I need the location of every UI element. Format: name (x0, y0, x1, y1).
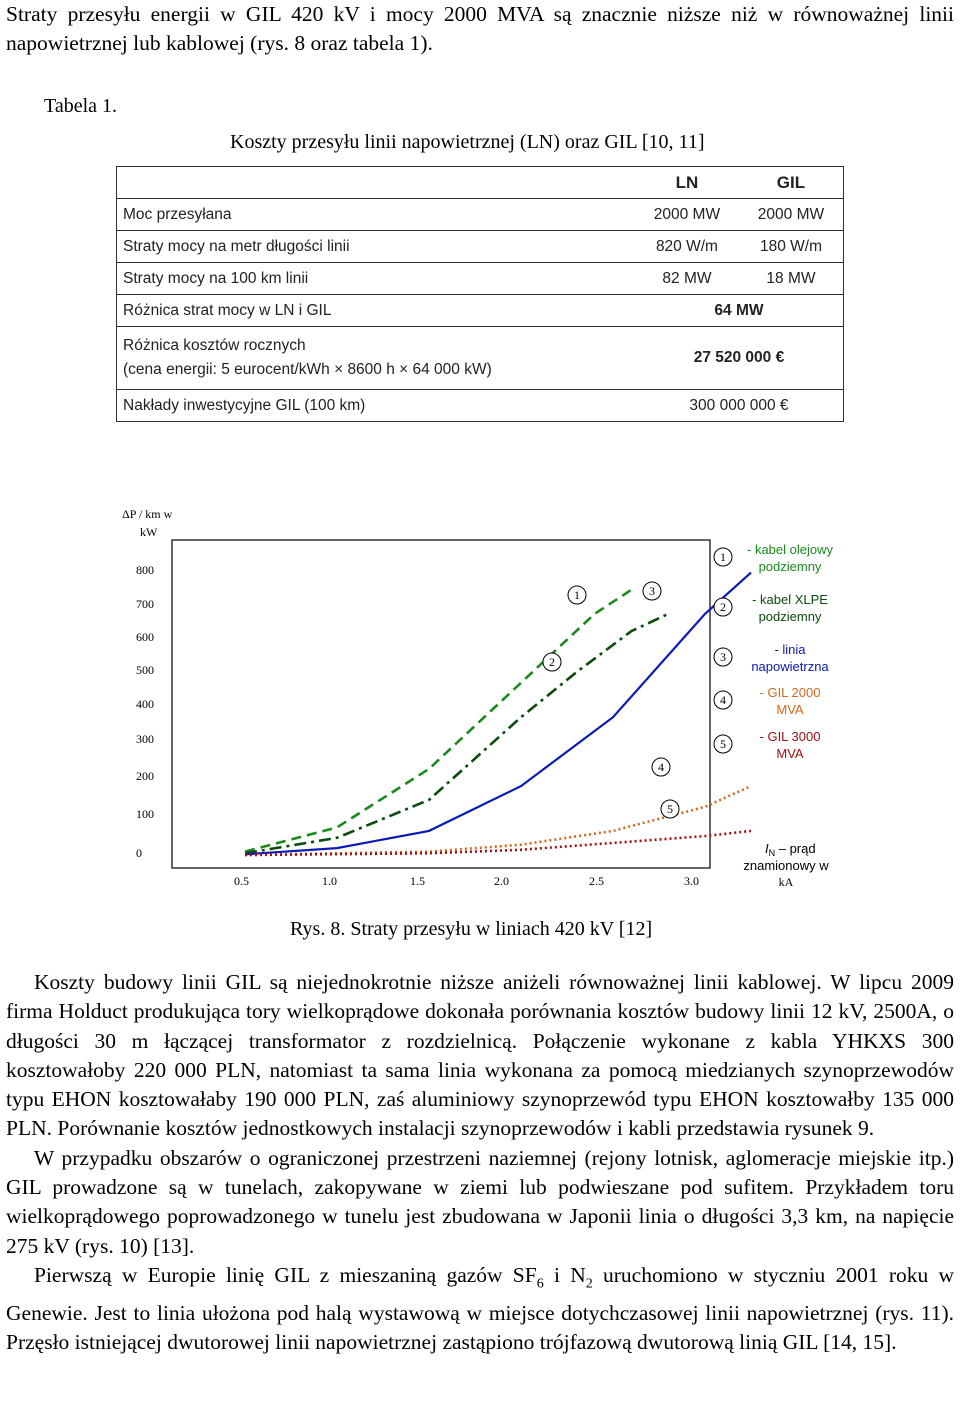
table-row (117, 327, 844, 390)
curve-marker-label-2: 2 (549, 655, 555, 669)
y-tick-label: 300 (136, 732, 154, 746)
cost-value: 27 520 000 € (635, 327, 844, 390)
row-gil: 2000 MW (739, 199, 844, 231)
diff-label: Różnica strat mocy w LN i GIL (117, 295, 635, 327)
table-header-gil: GIL (739, 167, 844, 199)
row-gil: 180 W/m (739, 231, 844, 263)
intro-text: Straty przesyłu energii w GIL 420 kV i mocy 2000 MVA są znacznie niższe niż w równoważnej linii napowietrznej lub kablowej (rys. 8 oraz tabela 1). (6, 2, 954, 56)
legend-label-5-line1: - GIL 3000 (759, 729, 821, 744)
p3-sub-2: 2 (585, 1276, 593, 1292)
table-header-row (117, 167, 844, 199)
x-tick-label: 3.0 (684, 874, 699, 888)
legend-marker-label-2: 2 (720, 600, 726, 614)
legend-label-2-line2: podziemny (758, 609, 822, 624)
y-tick-label: 400 (136, 697, 154, 711)
x-tick-label: 1.5 (410, 874, 425, 888)
x-tick-label: 2.0 (494, 874, 509, 888)
x-tick-label: 1.0 (322, 874, 337, 888)
table-row (117, 199, 844, 231)
body-paragraph-2: W przypadku obszarów o ograniczonej przestrzeni naziemnej (rejony lotnisk, aglomeracje miejskie itp.) GIL prowadzone są w tunelach, zakopywane w ziemi lub podwieszane pod sufitem. Przykładem toru wielkoprądowego poprowadzonego w tunelu jest zbudowana w Japonii linia o długości 3,3 km, na napięcie 275 kV (rys. 10) [13]. (6, 1145, 954, 1258)
p3-sub-6: 6 (536, 1276, 544, 1292)
y-tick-label: 0 (136, 846, 142, 860)
loss-chart-svg (100, 500, 860, 910)
x-axis-label-line2: znamionowy w (743, 858, 829, 873)
body-text (6, 968, 954, 1357)
row-ln: 82 MW (635, 263, 739, 295)
row-label: Straty mocy na 100 km linii (117, 263, 635, 295)
table-header-empty (117, 167, 635, 199)
loss-chart (100, 500, 860, 910)
legend-label-4-line2: MVA (776, 702, 804, 717)
y-axis-label-line1: ΔP / km w (122, 507, 173, 521)
cost-label (117, 327, 635, 390)
table-header-ln: LN (635, 167, 739, 199)
table-row (117, 390, 844, 422)
cost-label-line1: Różnica kosztów rocznych (123, 337, 306, 354)
x-tick-label: 2.5 (589, 874, 604, 888)
table-row (117, 263, 844, 295)
p3-part-c: uruchomiono w styczniu 2001 roku w Genewie. Jest to linia ułożona pod halą wystawową w miejsce dotychczasowej linii napowietrznej (rys. 11). Przęsło istniejącej dwutorowej linii napowietrznej zastąpiono trójfazową dwutorową linią GIL [14, 15]. (6, 1262, 955, 1354)
figure-caption: Rys. 8. Straty przesyłu w liniach 420 kV [12] (290, 918, 653, 940)
invest-value: 300 000 000 € (635, 390, 844, 422)
legend-marker-label-1: 1 (720, 550, 726, 564)
table-row (117, 295, 844, 327)
legend-label-4-line1: - GIL 2000 (759, 685, 821, 700)
row-ln: 820 W/m (635, 231, 739, 263)
p3-part-b: i N (543, 1262, 586, 1287)
p3-part-a: Pierwszą w Europie linię GIL z mieszaniną gazów SF (34, 1262, 537, 1287)
y-tick-label: 800 (136, 563, 154, 577)
curve-marker-label-3: 3 (649, 584, 655, 598)
x-tick-label: 0.5 (234, 874, 249, 888)
x-axis-label-line3: kA (778, 875, 794, 889)
row-label: Moc przesyłana (117, 199, 635, 231)
legend-marker-label-3: 3 (720, 650, 726, 664)
y-tick-label: 200 (136, 769, 154, 783)
diff-value: 64 MW (635, 295, 844, 327)
x-axis-label-line1: $I_N$ – prąd (765, 841, 816, 858)
legend-label-3-line2: napowietrzna (751, 659, 829, 674)
body-paragraph-3 (6, 1261, 954, 1357)
legend-label-5-line2: MVA (776, 746, 804, 761)
y-axis-label-line2: kW (140, 525, 158, 539)
row-label: Straty mocy na metr długości linii (117, 231, 635, 263)
y-tick-label: 600 (136, 630, 154, 644)
legend-label-3-line1: - linia (774, 642, 806, 657)
cost-table (116, 166, 844, 422)
intro-paragraph (6, 0, 954, 59)
curve-marker-label-4: 4 (658, 760, 664, 774)
y-tick-label: 500 (136, 663, 154, 677)
plot-frame (172, 540, 710, 868)
legend-marker-label-4: 4 (720, 693, 726, 707)
series-line-5 (245, 831, 751, 855)
legend-marker-label-5: 5 (720, 737, 726, 751)
series-line-1 (245, 590, 631, 852)
legend-label-1-line2: podziemny (758, 559, 822, 574)
y-tick-label: 100 (136, 807, 154, 821)
row-ln: 2000 MW (635, 199, 739, 231)
curve-marker-label-5: 5 (667, 802, 673, 816)
legend-label-1-line1: - kabel olejowy (747, 542, 833, 557)
table-title: Koszty przesyłu linii napowietrznej (LN) oraz GIL [10, 11] (230, 131, 705, 153)
curve-marker-label-1: 1 (574, 588, 580, 602)
cost-label-line2: (cena energii: 5 eurocent/kWh × 8600 h × 64 000 kW) (123, 361, 492, 378)
table-label: Tabela 1. (44, 95, 118, 117)
y-tick-label: 700 (136, 597, 154, 611)
table-row (117, 231, 844, 263)
body-paragraph-1: Koszty budowy linii GIL są niejednokrotnie niższe aniżeli równoważnej linii kablowej. W lipcu 2009 firma Holduct produkująca tory wielkoprądowe dokonała porównania kosztów budowy linii 12 kV, 2500A, o długości 30 m łączącej transformator z rozdzielnicą. Połączenie wykonane z kabla YHKXS 300 kosztowałoby 220 000 PLN, natomiast ta sama linia wykonana za pomocą miedzianych szynoprzewodów typu EHON kosztowałaby 190 000 PLN, zaś aluminiowy szynoprzewód typu EHON kosztowałby 135 000 PLN. Porównanie kosztów jednostkowych instalacji szynoprzewodów i kabli przedstawia rysunek 9. (6, 970, 954, 1141)
legend-label-2-line1: - kabel XLPE (752, 592, 828, 607)
invest-label: Nakłady inwestycyjne GIL (100 km) (117, 390, 635, 422)
row-gil: 18 MW (739, 263, 844, 295)
